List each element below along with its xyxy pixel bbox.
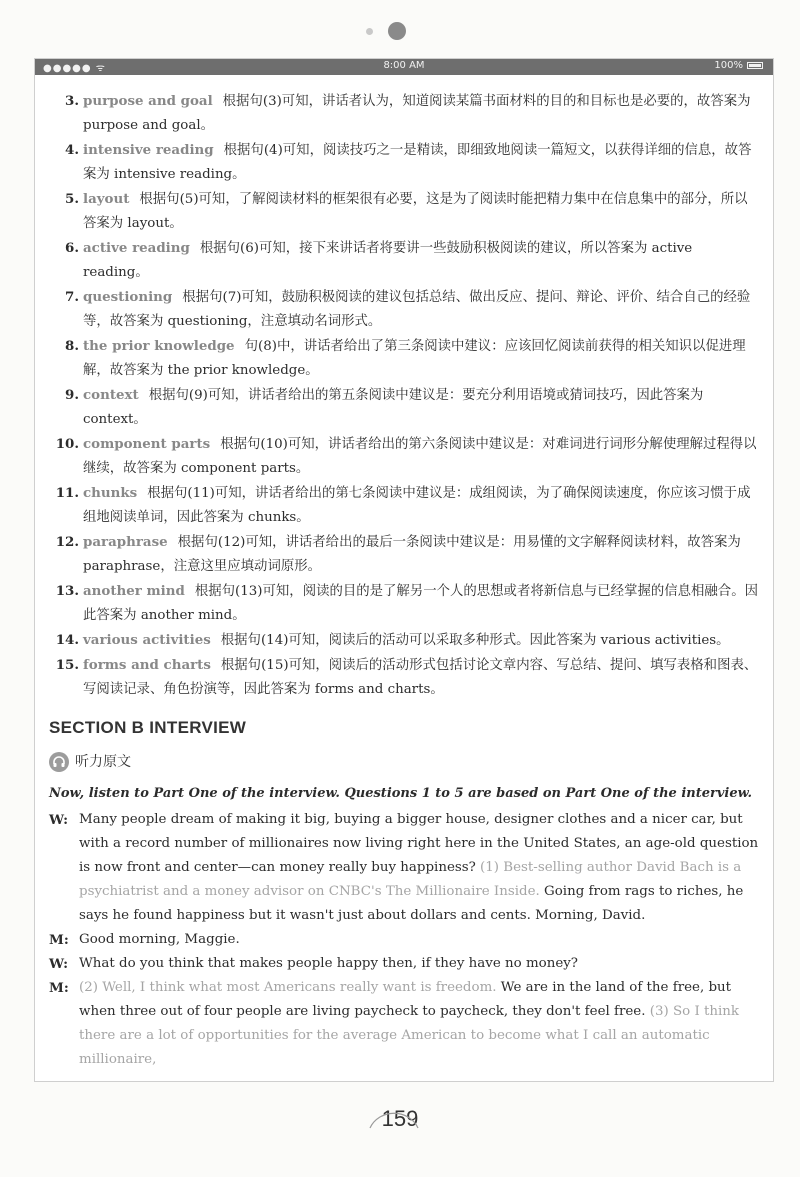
status-time: 8:00 AM: [383, 60, 425, 71]
dialogue-text: [79, 976, 759, 1072]
answer-item: [49, 383, 759, 432]
answer-key: purpose and goal: [83, 93, 213, 109]
speaker-label: M:: [49, 980, 69, 996]
answer-key: the prior knowledge: [83, 338, 235, 354]
answer-explanation: 根据句(3)可知，讲话者认为，知道阅读某篇书面材料的目的和目标也是必要的，故答案为 purpose and goal。: [83, 94, 751, 133]
answer-explanation: 根据句(10)可知，讲话者给出的第六条阅读中建议是：对难词进行词形分解使理解过程得以继续，故答案为 component parts。: [83, 437, 757, 476]
answer-body: [83, 530, 759, 579]
speaker-label: W:: [49, 812, 69, 828]
listening-header: [49, 750, 759, 774]
part-intro: Now, listen to Part One of the interview. Questions 1 to 5 are based on Part One of the interview.: [49, 786, 753, 801]
page-number-area: [0, 1100, 800, 1138]
answer-number: 11.: [55, 485, 79, 501]
answer-key: questioning: [83, 289, 173, 305]
status-bar: [35, 59, 773, 75]
answer-body: [83, 187, 759, 236]
answer-explanation: 根据句(9)可知，讲话者给出的第五条阅读中建议是：要充分利用语境或猜词技巧，因此答案为 context。: [83, 388, 704, 427]
answer-explanation: 根据句(11)可知，讲话者给出的第七条阅读中建议是：成组阅读，为了确保阅读速度，你应该习惯于成组地阅读单词，因此答案为 chunks。: [83, 486, 751, 525]
dialogue-text: What do you think that makes people happy then, if they have no money?: [79, 956, 578, 971]
dialogue-turn: [49, 976, 759, 1072]
answer-explanation: 根据句(4)可知，阅读技巧之一是精读，即细致地阅读一篇短文，以获得详细的信息，故答案为 intensive reading。: [83, 143, 752, 182]
dialogue-turn: [49, 808, 759, 928]
answer-body: [83, 432, 759, 481]
answer-key: chunks: [83, 485, 138, 501]
answer-explanation: 根据句(5)可知，了解阅读材料的框架很有必要，这是为了阅读时能把精力集中在信息集中的部分，所以答案为 layout。: [83, 192, 748, 231]
dialogue-text: Good morning, Maggie.: [79, 932, 240, 947]
answer-number: 6.: [65, 240, 79, 256]
battery-status: [714, 60, 763, 71]
answer-explanation: 根据句(13)可知，阅读的目的是了解另一个人的思想或者将新信息与已经掌握的信息相融合。因此答案为 another mind。: [83, 584, 758, 623]
answer-number: 14.: [55, 632, 79, 648]
highlighted-sentence: (2) Well, I think what most Americans really want is freedom.: [79, 980, 497, 995]
answer-number: 8.: [65, 338, 79, 354]
battery-percent: 100%: [714, 60, 743, 71]
answer-body: [83, 481, 759, 530]
answer-item: [49, 138, 759, 187]
camera-lens: [388, 22, 406, 40]
signal-indicator: ●●●●● ᯤ: [43, 63, 106, 74]
answer-number: 13.: [55, 583, 79, 599]
answer-body: [83, 653, 759, 702]
dialogue-text: [79, 808, 759, 928]
page-number: 159: [381, 1106, 419, 1131]
answer-explanation: 根据句(12)可知，讲话者给出的最后一条阅读中建议是：用易懂的文字解释阅读材料，故答案为 paraphrase，注意这里应填动词原形。: [83, 535, 741, 574]
answer-body: [83, 89, 759, 138]
answer-key: active reading: [83, 240, 190, 256]
page-number-badge: [370, 1100, 431, 1138]
answer-item: [49, 334, 759, 383]
dialogue-text-part: We are in the land of the free, but when three out of four people are living paycheck to paycheck, they don't feel free.: [79, 980, 732, 1019]
answer-key: intensive reading: [83, 142, 214, 158]
answer-item: [49, 236, 759, 285]
answer-body: [83, 579, 759, 628]
answer-key: paraphrase: [83, 534, 168, 550]
answer-number: 3.: [65, 93, 79, 109]
device-camera: [0, 18, 800, 46]
dialogue-text-part: Many people dream of making it big, buying a bigger house, designer clothes and a nicer car, but with a record number of millionaires now living right here in the United States, an age-old question is now front and center—can money really buy happiness?: [79, 812, 759, 875]
highlighted-sentence: (3) So I think there are a lot of opportunities for the average American to become what I call an automatic millionaire,: [79, 1004, 740, 1067]
answer-item: [49, 187, 759, 236]
answer-explanation: 根据句(14)可知，阅读后的活动可以采取多种形式。因此答案为 various activities。: [220, 633, 730, 648]
answer-explanation: 根据句(7)可知，鼓励积极阅读的建议包括总结、做出反应、提问、辩论、评价、结合自己的经验等，故答案为 questioning，注意填动名词形式。: [83, 290, 751, 329]
answer-explanation: 根据句(6)可知，接下来讲话者将要讲一些鼓励积极阅读的建议，所以答案为 active reading。: [83, 241, 693, 280]
answer-item: [49, 89, 759, 138]
answer-item: [49, 481, 759, 530]
answer-item: [49, 285, 759, 334]
battery-icon: [747, 62, 763, 69]
dialogue-text-part: Going from rags to riches, he says he found happiness but it wasn't just about dollars and cents. Morning, David.: [79, 884, 744, 923]
page-content: [35, 75, 773, 1072]
answer-number: 12.: [55, 534, 79, 550]
page-arc-decoration: [364, 1098, 424, 1138]
answer-key: component parts: [83, 436, 211, 452]
answer-body: [83, 138, 759, 187]
answer-body: [83, 334, 759, 383]
speaker-label: W:: [49, 956, 69, 972]
answer-number: 5.: [65, 191, 79, 207]
answer-number: 7.: [65, 289, 79, 305]
listening-label: 听力原文: [75, 754, 131, 770]
answer-explanation: 根据句(15)可知，阅读后的活动形式包括讨论文章内容、写总结、提问、填写表格和图表、写阅读记录、角色扮演等，因此答案为 forms and charts。: [83, 658, 758, 697]
answer-key: context: [83, 387, 139, 403]
section-title: SECTION B INTERVIEW: [49, 718, 247, 737]
highlighted-sentence: (1) Best-selling author David Bach is a psychiatrist and a money advisor on CNBC's The Millionaire Inside.: [79, 860, 742, 899]
answer-number: 10.: [55, 436, 79, 452]
answer-number: 15.: [55, 657, 79, 673]
sensor-dot: [366, 28, 373, 35]
headphone-icon: [49, 752, 69, 772]
answer-key: various activities: [83, 632, 211, 648]
speaker-label: M:: [49, 932, 69, 948]
answer-list: [49, 89, 759, 702]
answer-number: 9.: [65, 387, 79, 403]
answer-body: [83, 236, 759, 285]
answer-item: [49, 432, 759, 481]
dialogue-turn: [49, 928, 759, 952]
answer-item: [49, 530, 759, 579]
answer-key: another mind: [83, 583, 185, 599]
answer-explanation: 句(8)中，讲话者给出了第三条阅读中建议：应该回忆阅读前获得的相关知识以促进理解，故答案为 the prior knowledge。: [83, 339, 746, 378]
answer-item: [49, 628, 759, 653]
answer-item: [49, 653, 759, 702]
answer-body: [83, 628, 759, 653]
answer-body: [83, 383, 759, 432]
answer-key: layout: [83, 191, 130, 207]
dialogue-turn: [49, 952, 759, 976]
answer-item: [49, 579, 759, 628]
answer-key: forms and charts: [83, 657, 211, 673]
answer-number: 4.: [65, 142, 79, 158]
tablet-screen: [34, 58, 774, 1082]
answer-body: [83, 285, 759, 334]
